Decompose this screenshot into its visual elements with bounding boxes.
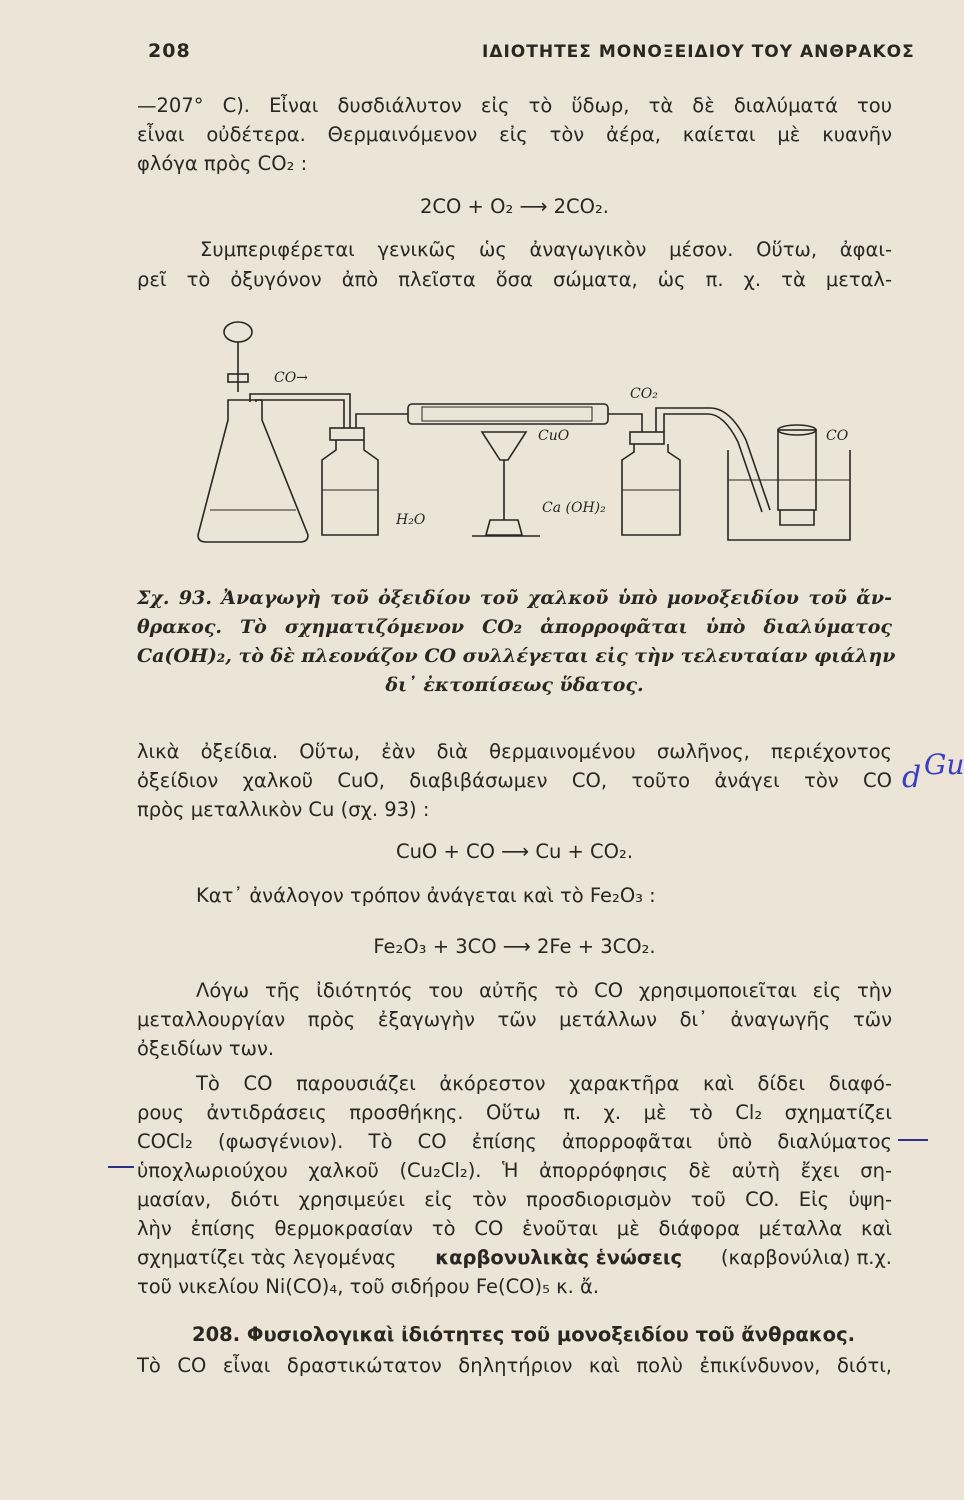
section-heading: 208. Φυσιολογικαὶ ἰδιότητες τοῦ μονοξειδίου τοῦ ἄνθρακος. (192, 1323, 856, 1346)
label-cuo: CuO (538, 428, 570, 444)
label-caoh2: Ca (OH)₂ (542, 500, 606, 516)
running-title: ΙΔΙΟΤΗΤΕΣ ΜΟΝΟΞΕΙΔΙΟΥ ΤΟΥ ΑΝΘΡΑΚΟΣ (482, 42, 915, 62)
text-fragment: σχηματίζει τὰς λεγομένας (137, 1246, 397, 1269)
caption-line: Ca(OH)₂, τὸ δὲ πλεονάζον CO συλλέγεται εἰς τὴν τελευταίαν φιάλην (137, 645, 896, 667)
equation-fe2o3-reduction: Fe₂O₃ + 3CO ⟶ 2Fe + 3CO₂. (373, 935, 656, 958)
conical-flask (198, 400, 308, 542)
caption-line: Σχ. 93. Ἀναγωγὴ τοῦ ὀξειδίου τοῦ χαλκοῦ ὑπὸ μονοξειδίου τοῦ ἄν- (137, 587, 892, 609)
bold-term: καρβονυλικὰς ἑνώσεις (435, 1246, 683, 1269)
text-line: λὴν ἐπίσης θερμοκρασίαν τὸ CO ἑνοῦται μὲ διάφορα μέταλλα καὶ (137, 1217, 892, 1240)
text-line: τοῦ νικελίου Ni(CO)₄, τοῦ σιδήρου Fe(CO)₅ κ. ἄ. (137, 1275, 600, 1298)
text-line: ὑποχλωριούχου χαλκοῦ (Cu₂Cl₂). Ἡ ἀπορρόφησις δὲ αὐτὴ ἔχει ση- (137, 1159, 892, 1182)
text-line: εἶναι οὐδέτερα. Θερμαινόμενον εἰς τὸν ἀέρα, καίεται μὲ κυανῆν (137, 123, 892, 146)
collection-cylinder (778, 430, 816, 510)
caption-line: θρακος. Τὸ σχηματιζόμενον CO₂ ἀπορροφᾶται ὑπὸ διαλύματος (137, 616, 892, 638)
text-line: μασίαν, διότι χρησιμεύει εἰς τὸν προσδιορισμὸν τοῦ CO. Εἰς ὑψη- (137, 1188, 892, 1211)
text-line: Τὸ CO παρουσιάζει ἀκόρεστον χαρακτῆρα καὶ δίδει διαφό- (196, 1072, 892, 1095)
page-number: 208 (148, 40, 191, 62)
equation-cuo-reduction: CuO + CO ⟶ Cu + CO₂. (395, 840, 634, 863)
text-line: Τὸ CO εἶναι δραστικώτατον δηλητήριον καὶ πολὺ ἐπικίνδυνον, διότι, (137, 1354, 892, 1377)
label-co-in: CO→ (274, 370, 308, 386)
margin-note: Gu (924, 748, 964, 781)
text-line: ρεῖ τὸ ὀξυγόνον ἀπὸ πλεῖστα ὅσα σώματα, ὡς π. χ. τὰ μεταλ- (137, 268, 892, 291)
text-line: λικὰ ὀξείδια. Οὕτω, ἐὰν διὰ θερμαινομένου σωλῆνος, περιέχοντος (137, 740, 892, 763)
text-line: ὀξείδιον χαλκοῦ CuO, διαβιβάσωμεν CO, τοῦτο ἀνάγει τὸν CO (137, 769, 892, 792)
text-line: Λόγω τῆς ἰδιότητός του αὐτῆς τὸ CO χρησιμοποιεῖται εἰς τὴν (196, 979, 892, 1002)
dropping-funnel-bulb (224, 322, 252, 342)
label-co2: CO₂ (630, 386, 658, 402)
margin-note: d (902, 760, 922, 795)
water-trough (728, 450, 850, 540)
caption-line: δι᾽ ἐκτοπίσεως ὕδατος. (385, 674, 644, 696)
text-fragment: (καρβονύλια) π.χ. (720, 1246, 892, 1269)
text-line: Κατ᾽ ἀνάλογον τρόπον ἀνάγεται καὶ τὸ Fe₂O₃ : (196, 884, 656, 907)
label-h2o: H₂O (396, 512, 426, 528)
label-co-out: CO (826, 428, 849, 444)
text-line: COCl₂ (φωσγένιον). Τὸ CO ἐπίσης ἀπορροφᾶται ὑπὸ διαλύματος (137, 1130, 892, 1153)
text-line: πρὸς μεταλλικὸν Cu (σχ. 93) : (137, 798, 430, 821)
text-line: —207° C). Εἶναι δυσδιάλυτον εἰς τὸ ὕδωρ, τὰ δὲ διαλύματά του (137, 94, 892, 117)
text-line: ὀξειδίων των. (137, 1037, 275, 1060)
text-line: ρους ἀντιδράσεις προσθήκης. Οὕτω π. χ. μὲ τὸ Cl₂ σχηματίζει (137, 1101, 892, 1124)
text-line: μεταλλουργίαν πρὸς ἐξαγωγὴν τῶν μετάλλων δι᾽ ἀναγωγῆς τῶν (137, 1008, 892, 1031)
margin-dashes (0, 1120, 954, 1180)
text-line: φλόγα πρὸς CO₂ : (137, 152, 308, 175)
apparatus-figure (190, 310, 870, 570)
text-line (137, 1244, 892, 1271)
text-line: Συμπεριφέρεται γενικῶς ὡς ἀναγωγικὸν μέσον. Οὕτω, ἀφαι- (200, 238, 892, 261)
equation-co-combustion: 2CO + O₂ ⟶ 2CO₂. (419, 195, 609, 218)
